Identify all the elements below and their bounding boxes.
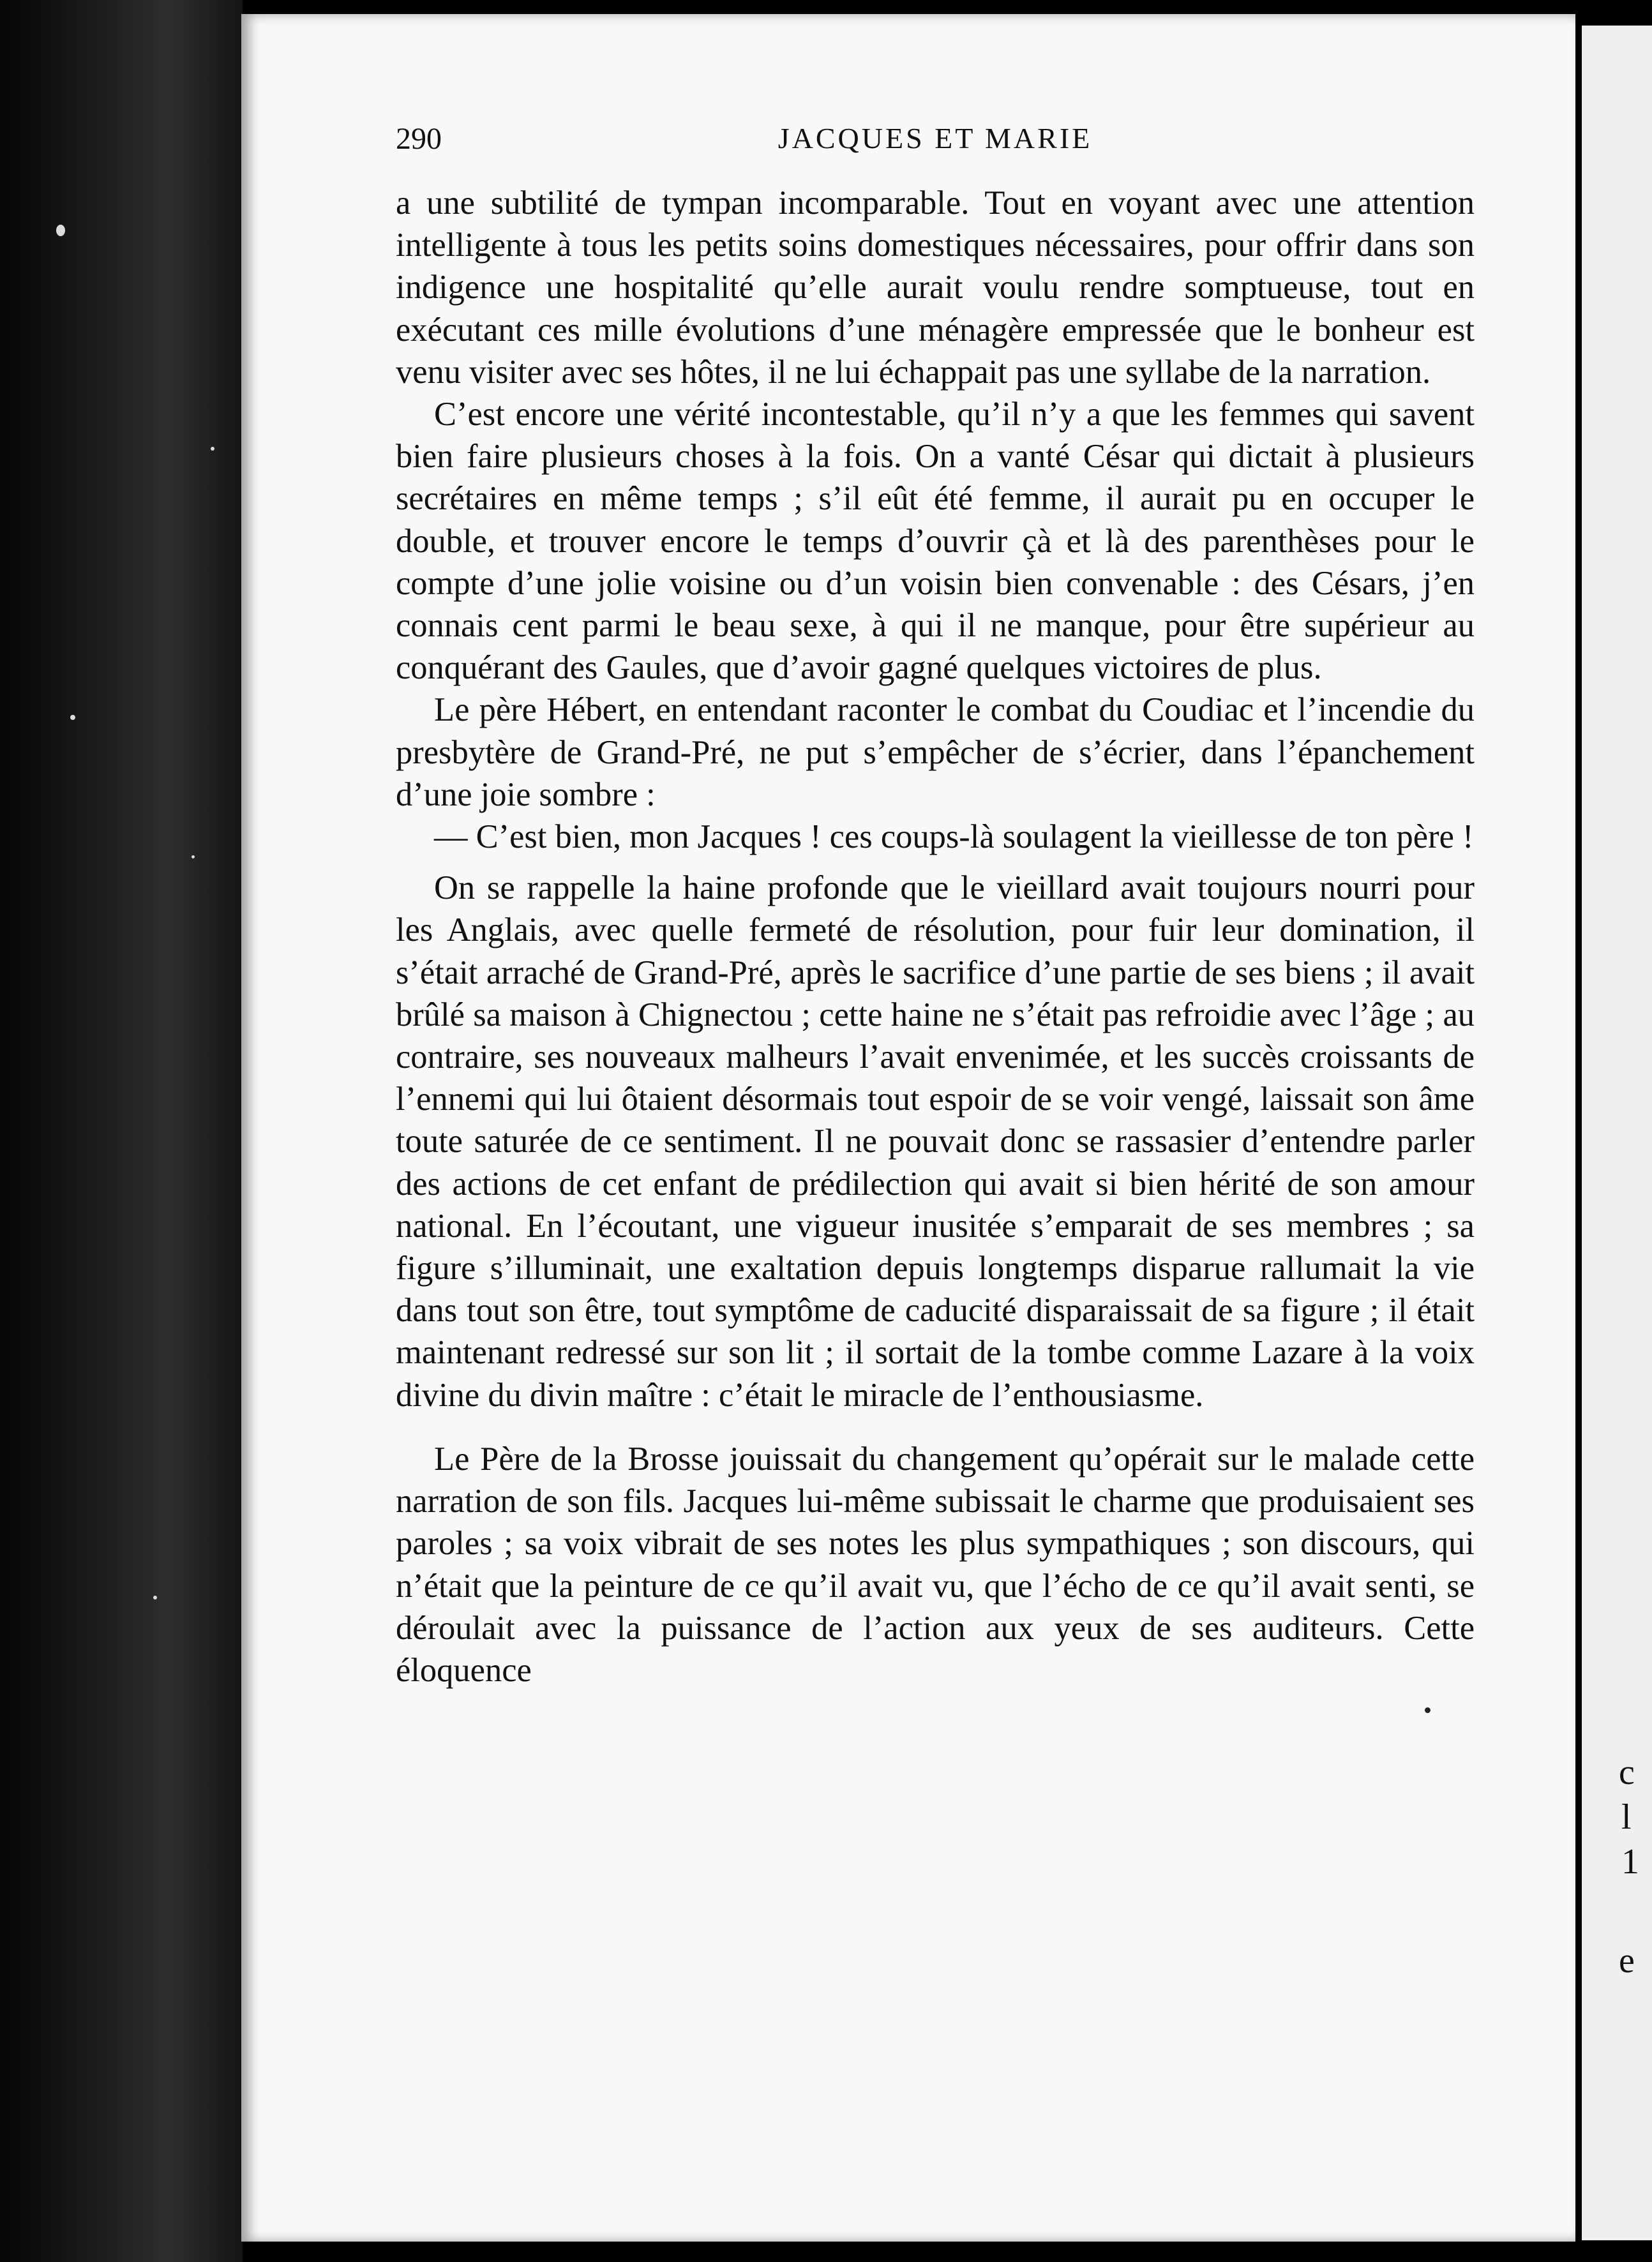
body-text [396,182,1475,1691]
paragraph: a une subtilité de tympan incomparable. Tout en voyant avec une attention intelligente à tous les petits soins domestiques nécessaires, pour offrir dans son indigence une hospitalité qu’elle aurait voulu rendre somptueuse, tout en exécutant ces mille évolutions d’une ménagère empressée que le bonheur est venu visiter avec ses hôtes, il ne lui échappait pas une syllabe de la narration. [396,184,1475,391]
page-header [396,121,1475,179]
book-edge [0,0,243,2262]
next-page-edge [1582,26,1652,2240]
page-number: 290 [396,122,442,156]
paragraph: Le Père de la Brosse jouissait du changement qu’opérait sur le malade cette narration de son fils. Jacques lui-même subissait le charme que produisaient ses paroles ; sa voix vibrait de ses notes les plus sympathiques ; son discours, qui n’était que la peinture de ce qu’il avait vu, que l’écho de ce qu’il avait senti, se déroulait avec la puissance de l’action aux yeux de ses auditeurs. Cette éloquence [396,1440,1475,1689]
next-page-fragment: 1 [1621,1842,1639,1882]
edge-speck [211,447,214,451]
edge-speck [191,855,195,858]
edge-speck [70,715,75,720]
next-page-fragment: l [1621,1797,1632,1837]
next-page-fragment: c [1619,1753,1635,1792]
running-title: JACQUES ET MARIE [777,122,1093,154]
next-page-fragment: e [1619,1941,1635,1981]
edge-speck [153,1596,157,1599]
paragraph: C’est encore une vérité incontestable, qu’il n’y a que les femmes qui savent bien faire plusieurs choses à la fois. On a vanté César qui dictait à plusieurs secrétaires en même temps ; s’il eût été femme, il aurait pu en occuper le double, et trouver encore le temps d’ouvrir çà et là des parenthèses pour le compte d’une jolie voisine ou d’un voisin bien convenable : des Césars, j’en connais cent parmi le beau sexe, à qui il ne manque, pour être supérieur au conquérant des Gaules, que d’avoir gagné quelques victoires de plus. [396,396,1475,687]
paragraph: Le père Hébert, en entendant raconter le combat du Coudiac et l’incendie du presbytère de Grand-Pré, ne put s’empêcher de s’écrier, dans l’épanchement d’une joie sombre : [396,691,1475,813]
paragraph: — C’est bien, mon Jacques ! ces coups-là soulagent la vieillesse de ton père ! [434,818,1474,856]
ink-speck [1425,1707,1430,1713]
edge-speck [56,225,65,236]
paragraph: On se rappelle la haine profonde que le vieillard avait toujours nourri pour les Anglais, avec quelle fermeté de résolution, pour fuir leur domination, il s’était arraché de Grand-Pré, après le sacrifice d’une partie de ses biens ; il avait brûlé sa maison à Chignectou ; cette haine ne s’était pas refroidie avec l’âge ; au contraire, ses nouveaux malheurs l’avait envenimée, et les succès croissants de l’ennemi qui lui ôtaient désormais tout espoir de se voir vengé, laissait son âme toute saturée de ce sentiment. Il ne pouvait donc se rassasier d’entendre parler des actions de cet enfant de prédilection qui avait si bien hérité de son amour national. En l’écoutant, une vigueur inusitée s’emparait de ses membres ; sa figure s’illuminait, une exaltation depuis longtemps disparue rallumait la vie dans tout son être, tout symptôme de caducité disparaissait de sa figure ; il était maintenant redressé sur son lit ; il sortait de la tombe comme Lazare à la voix divine du divin maître : c’était le miracle de l’enthousiasme. [396,869,1475,1414]
